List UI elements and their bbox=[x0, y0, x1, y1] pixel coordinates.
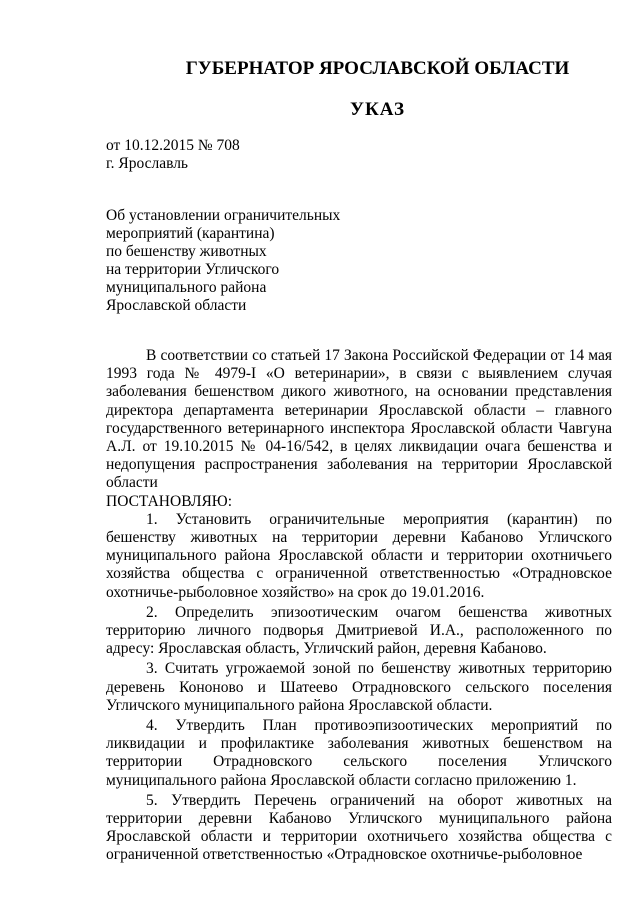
date-number: от 10.12.2015 № 708 bbox=[106, 137, 240, 154]
preamble-paragraph: В соответствии со статьей 17 Закона Российской Федерации от 14 мая 1993 года № 4979-I «О ветеринарии», в связи с выявлением случая заболевания бешенством дикого животного, на основании представления директора департамента ветеринарии Ярославской области – главного государственного ветеринарного инспектора Ярославской области Чавгуна А.Л. от 19.10.2015 № 04-16/542, в целях ликвидации очага бешенства и недопущения распространения заболевания на территории Ярославской области bbox=[106, 347, 612, 492]
subject-line: Об установлении ограничительных bbox=[106, 207, 341, 224]
decree-item-4: 4. Утвердить План противоэпизоотических мероприятий по ликвидации и профилактике заболевания животных бешенством на территории Отрадновского сельского поселения Угличского муниципального района Ярославской области согласно приложению 1. bbox=[106, 717, 612, 789]
subject-line: муниципального района bbox=[106, 279, 267, 296]
subject-line: Ярославской области bbox=[106, 297, 247, 314]
decree-item-2: 2. Определить эпизоотическим очагом бешенства животных территорию личного подворья Дмитриевой И.А., расположенного по адресу: Ярославская область, Угличский район, деревня Кабаново. bbox=[106, 603, 612, 658]
decree-item-3: 3. Считать угрожаемой зоной по бешенству животных территорию деревень Кононово и Шатеево Отрадновского сельского поселения Угличского муниципального района Ярославской области. bbox=[106, 660, 612, 714]
document-meta bbox=[106, 137, 240, 173]
decree-item-1: 1. Установить ограничительные мероприятия (карантин) по бешенству животных на территории деревни Кабаново Угличского муниципального района Ярославской области и территории охотничьего хозяйства общества с ограниченной ответственностью «Отрадновское охотничье-рыболовное хозяйство» на срок до 19.01.2016. bbox=[106, 510, 612, 601]
decree-item-5: 5. Утвердить Перечень ограничений на оборот животных на территории деревни Кабаново Угличского муниципального района Ярославской области и территории охотничьего хозяйства общества с ограниченной ответственностью «Отрадновское охотничье-рыболовное bbox=[106, 791, 612, 864]
document-body bbox=[106, 347, 612, 865]
issuer-title: ГУБЕРНАТОР ЯРОСЛАВСКОЙ ОБЛАСТИ bbox=[185, 58, 570, 79]
subject-line: мероприятий (карантина) bbox=[106, 225, 275, 242]
document-type: УКАЗ bbox=[350, 99, 405, 120]
document-subject bbox=[106, 207, 340, 315]
decree-word: ПОСТАНОВЛЯЮ: bbox=[106, 492, 233, 510]
city: г. Ярославль bbox=[106, 155, 188, 172]
subject-line: на территории Угличского bbox=[106, 261, 280, 278]
subject-line: по бешенству животных bbox=[106, 243, 267, 260]
